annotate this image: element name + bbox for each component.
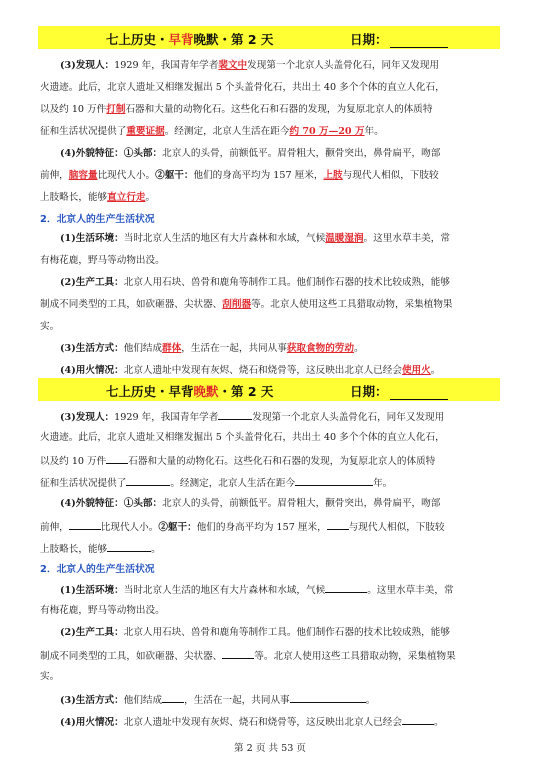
text-line: (4)用火情况：北京人遗址中发现有灰烬、烧石和烧骨等，这反映出北京人已经会 。 [60,714,502,729]
date-field: 日期： [350,382,448,400]
date-blank[interactable] [390,35,448,48]
fill-blank[interactable] [222,648,254,659]
text-line: (4)外貌特征：①头部：北京人的头骨，前额低平。眉骨粗大，颧骨突出，鼻骨扁平，吻部 [60,148,441,159]
text-line: 前伸，脑容量比现代人小。②躯干：他们的身高平均为 157 厘米，上肢与现代人相似，下肢较 [40,170,439,181]
text-line: 有梅花鹿，野马等动物出没。 [40,605,165,616]
text-line: 制成不同类型的工具，如砍砸器、尖状器、刮削器等。北京人使用这些工具猎取动物，采集植物果 [40,299,453,310]
text-line: 以及约 10 万件 石器和大量的动物化石。这些化石和石器的发现，为复原北京人的体质特 [40,453,502,468]
text-line: (3)发现人：1929 年，我国青年学者 发现第一个北京人头盖骨化石，同年又发现用 [60,409,502,424]
date-field: 日期： [350,30,448,48]
fill-blank[interactable] [107,541,151,552]
text-line: 征和生活状况提供了 。经测定，北京人生活在距今 年。 [40,475,502,490]
text-line: (3)生活方式：他们结成群体，生活在一起，共同从事获取食物的劳动。 [60,343,364,354]
text-line: 征和生活状况提供了重要证据。经测定，北京人生活在距今约 70 万—20 万年。 [40,126,384,137]
fill-blank[interactable] [325,582,367,593]
header-banner-bottom [38,378,500,401]
text-line: 实。 [40,321,60,332]
banner-title: 七上历史・早背晚默・第 2 天 [106,384,274,399]
text-line: (4)用火情况：北京人遗址中发现有灰烬、烧石和烧骨等，这反映出北京人已经会使用火。 [60,365,441,376]
text-line: (1)生活环境：当时北京人生活的地区有大片森林和水域，气候温暖湿润。这里水草丰美，常 [60,233,450,244]
text-line: (2)生产工具：北京人用石块、兽骨和鹿角等制作工具。他们制作石器的技术比较成熟，能够 [60,627,450,638]
text-line: (2)生产工具：北京人用石块、兽骨和鹿角等制作工具。他们制作石器的技术比较成熟，能够 [60,277,450,288]
fill-blank[interactable] [69,519,101,530]
fill-blank[interactable] [126,475,170,486]
section-heading: 2．北京人的生产生活状况 [40,564,155,575]
text-line: (3)生活方式：他们结成 ，生活在一起，共同从事 。 [60,692,502,707]
date-blank[interactable] [390,387,448,400]
page-footer: 第 2 页 共 53 页 [234,743,306,754]
fill-blank[interactable] [327,519,349,530]
text-line: (3)发现人：1929 年，我国青年学者裴文中发现第一个北京人头盖骨化石，同年又发现用 [60,60,440,71]
text-line: 以及约 10 万件打制石器和大量的动物化石。这些化石和石器的发现，为复原北京人的体质特 [40,104,433,115]
text-line: 有梅花鹿，野马等动物出没。 [40,255,165,266]
fill-blank[interactable] [402,714,434,725]
text-line: 前伸， 比现代人小。②躯干：他们的身高平均为 157 厘米， 与现代人相似，下肢较 [40,519,502,534]
text-line: (1)生活环境：当时北京人生活的地区有大片森林和水域，气候 。这里水草丰美，常 [60,582,502,597]
text-line: 上肢略长，能够直立行走。 [40,192,156,203]
fill-blank[interactable] [162,692,184,703]
text-line: 火遗迹。此后，北京人遗址又相继发掘出 5 个头盖骨化石，共出土 40 多个个体的直立人化石， [40,82,445,93]
fill-blank[interactable] [290,692,366,703]
text-line: 上肢略长，能够 。 [40,541,502,556]
section-heading: 2．北京人的生产生活状况 [40,214,155,225]
text-line: 火遗迹。此后，北京人遗址又相继发掘出 5 个头盖骨化石，共出土 40 多个个体的直立人化石， [40,432,445,443]
text-line: 实。 [40,671,60,682]
header-banner-top [38,26,500,49]
text-line: (4)外貌特征：①头部：北京人的头骨，前额低平。眉骨粗大，颧骨突出，鼻骨扁平，吻部 [60,498,441,509]
fill-blank[interactable] [295,475,373,486]
banner-title: 七上历史・早背晚默・第 2 天 [106,32,274,47]
fill-blank[interactable] [106,453,128,464]
fill-blank[interactable] [218,409,252,420]
text-line: 制成不同类型的工具，如砍砸器、尖状器、 等。北京人使用这些工具猎取动物，采集植物果 [40,648,502,663]
